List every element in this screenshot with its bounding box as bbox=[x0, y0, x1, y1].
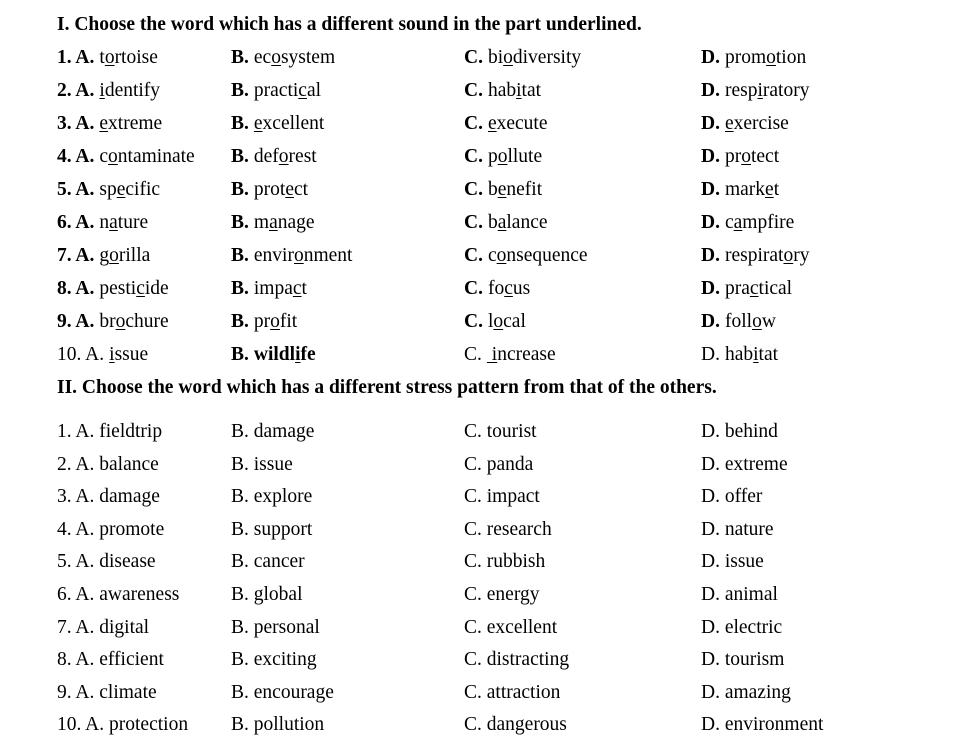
word-suffix: ratory bbox=[762, 80, 810, 101]
word-suffix: nage bbox=[277, 212, 315, 233]
word-prefix: b bbox=[487, 212, 498, 233]
word-prefix: mark bbox=[724, 179, 766, 200]
question-row bbox=[0, 110, 968, 138]
word-prefix: impa bbox=[253, 278, 293, 299]
option-word bbox=[725, 311, 776, 332]
word-suffix: chure bbox=[125, 311, 169, 332]
word-prefix: def bbox=[253, 146, 279, 167]
option-d[interactable] bbox=[701, 341, 778, 369]
word-suffix: llute bbox=[507, 146, 543, 167]
option-word bbox=[487, 344, 556, 365]
option-label: B. bbox=[231, 47, 249, 68]
underlined-letter: e bbox=[487, 113, 497, 134]
option-c[interactable]: C. dangerous bbox=[464, 714, 567, 736]
underlined-letter: e bbox=[765, 179, 774, 200]
word-suffix: t bbox=[773, 179, 780, 200]
option-word bbox=[488, 47, 581, 68]
option-a[interactable] bbox=[57, 341, 148, 369]
option-word bbox=[725, 344, 778, 365]
underlined-letter: c bbox=[749, 278, 759, 299]
underlined-letter: i bbox=[109, 344, 115, 365]
word-prefix: g bbox=[99, 245, 110, 266]
underlined-letter: o bbox=[271, 47, 281, 68]
word-prefix: pesti bbox=[99, 278, 137, 299]
option-b[interactable]: B. global bbox=[231, 584, 303, 605]
option-b[interactable] bbox=[231, 44, 335, 72]
question-row bbox=[0, 44, 968, 72]
option-b[interactable]: B. issue bbox=[231, 453, 293, 475]
word-prefix: n bbox=[99, 212, 110, 233]
option-c[interactable]: C. attraction bbox=[464, 681, 561, 703]
option-word bbox=[488, 80, 541, 101]
option-d[interactable]: D. amazing bbox=[701, 681, 791, 703]
option-c[interactable] bbox=[464, 308, 526, 336]
option-label: B. bbox=[231, 146, 249, 167]
option-a[interactable] bbox=[57, 143, 195, 171]
option-a[interactable]: 4. A. promote bbox=[57, 518, 165, 540]
option-a[interactable]: 10. A. protection bbox=[57, 714, 189, 736]
option-c[interactable] bbox=[464, 44, 581, 72]
word-suffix: xercise bbox=[733, 113, 789, 134]
question-row bbox=[0, 516, 968, 544]
word-suffix: t bbox=[301, 278, 307, 299]
option-label: B. bbox=[231, 80, 249, 101]
word-prefix: practi bbox=[253, 80, 299, 101]
word-prefix: t bbox=[99, 47, 105, 68]
option-d[interactable] bbox=[701, 176, 779, 204]
option-c[interactable]: C. excellent bbox=[464, 616, 558, 638]
option-a[interactable] bbox=[57, 44, 158, 72]
option-label: D. bbox=[701, 80, 720, 101]
option-word bbox=[254, 80, 321, 101]
underlined-letter: o bbox=[270, 311, 280, 332]
option-label: 5. A. bbox=[57, 179, 95, 200]
option-b[interactable] bbox=[231, 176, 308, 204]
option-b[interactable] bbox=[231, 209, 315, 237]
underlined-letter: o bbox=[293, 245, 304, 266]
question-row bbox=[0, 176, 968, 204]
underlined-letter: i bbox=[757, 80, 763, 101]
word-suffix: ct bbox=[293, 179, 309, 200]
word-suffix: ture bbox=[117, 212, 149, 233]
underlined-letter: e bbox=[497, 179, 507, 200]
option-c[interactable] bbox=[464, 176, 542, 204]
word-suffix: rilla bbox=[118, 245, 151, 266]
word-suffix: rest bbox=[288, 146, 317, 167]
option-word bbox=[109, 344, 148, 365]
option-b[interactable]: B. cancer bbox=[231, 551, 305, 573]
option-word bbox=[254, 245, 353, 266]
underlined-letter: o bbox=[741, 146, 751, 167]
underlined-letter: o bbox=[783, 245, 794, 266]
word-prefix: pr bbox=[253, 311, 271, 332]
underlined-letter: o bbox=[108, 146, 118, 167]
option-word bbox=[254, 212, 315, 233]
underlined-letter: o bbox=[278, 146, 289, 167]
option-word bbox=[725, 113, 789, 134]
option-word bbox=[488, 278, 530, 299]
option-label: D. bbox=[701, 245, 720, 266]
option-label: 9. A. bbox=[57, 311, 95, 332]
option-c[interactable]: C. distracting bbox=[464, 649, 570, 671]
option-a[interactable] bbox=[57, 242, 150, 270]
question-row bbox=[0, 209, 968, 237]
option-label: D. bbox=[701, 146, 720, 167]
option-d[interactable]: D. electric bbox=[701, 616, 783, 638]
option-label: B. bbox=[231, 344, 249, 365]
option-b[interactable]: B. damage bbox=[231, 421, 315, 442]
option-a[interactable]: 8. A. efficient bbox=[57, 649, 164, 671]
word-prefix: bi bbox=[487, 47, 504, 68]
option-d[interactable] bbox=[701, 44, 806, 72]
option-label: 8. A. bbox=[57, 278, 95, 299]
question-row bbox=[0, 548, 968, 576]
word-prefix: envir bbox=[253, 245, 294, 266]
option-label: C. bbox=[464, 311, 483, 332]
question-row bbox=[0, 341, 968, 369]
option-a[interactable] bbox=[57, 308, 169, 336]
option-c[interactable]: C. research bbox=[464, 518, 552, 540]
section1-heading: I. Choose the word which has a different sound in the part underlined. bbox=[57, 14, 642, 35]
option-label: D. bbox=[701, 179, 720, 200]
word-suffix: w bbox=[761, 311, 776, 332]
option-d[interactable] bbox=[701, 110, 789, 138]
option-word bbox=[488, 212, 548, 233]
option-a[interactable]: 6. A. awareness bbox=[57, 584, 180, 605]
option-label: C. bbox=[464, 344, 482, 365]
option-label: D. bbox=[701, 311, 720, 332]
word-suffix: tect bbox=[750, 146, 780, 167]
option-b[interactable]: B. exciting bbox=[231, 649, 317, 671]
option-word bbox=[254, 47, 335, 68]
option-label: D. bbox=[701, 47, 720, 68]
option-label: B. bbox=[231, 245, 249, 266]
option-label: 10. A. bbox=[57, 344, 105, 365]
word-suffix: dentify bbox=[104, 80, 161, 101]
option-label: 3. A. bbox=[57, 113, 95, 134]
option-label: C. bbox=[464, 113, 483, 134]
underlined-letter: o bbox=[109, 245, 119, 266]
option-a[interactable] bbox=[57, 77, 160, 105]
word-suffix: ssue bbox=[114, 344, 149, 365]
question-row bbox=[0, 242, 968, 270]
option-word bbox=[488, 113, 548, 134]
option-label: B. bbox=[231, 179, 249, 200]
word-prefix: hab bbox=[487, 80, 517, 101]
option-word bbox=[99, 47, 158, 68]
word-prefix: p bbox=[487, 146, 498, 167]
underlined-letter: o bbox=[752, 311, 762, 332]
option-b[interactable]: B. pollution bbox=[231, 714, 325, 736]
word-suffix: tat bbox=[758, 344, 779, 365]
option-a[interactable] bbox=[57, 110, 162, 138]
option-c[interactable] bbox=[464, 275, 530, 303]
option-d[interactable] bbox=[701, 308, 776, 336]
word-prefix: c bbox=[99, 146, 109, 167]
option-label: 6. A. bbox=[57, 212, 95, 233]
word-suffix: ncrease bbox=[497, 344, 556, 365]
option-label: C. bbox=[464, 47, 483, 68]
word-suffix: fit bbox=[279, 311, 298, 332]
underlined-letter: e bbox=[253, 113, 263, 134]
option-label: C. bbox=[464, 80, 483, 101]
option-d[interactable]: D. tourism bbox=[701, 649, 785, 671]
option-word bbox=[725, 278, 792, 299]
word-prefix: pr bbox=[724, 146, 742, 167]
word-prefix: ec bbox=[253, 47, 272, 68]
underlined-letter: o bbox=[115, 311, 126, 332]
word-prefix: resp bbox=[724, 80, 758, 101]
underlined-letter: i bbox=[516, 80, 522, 101]
option-label: B. bbox=[231, 278, 249, 299]
question-row bbox=[0, 679, 968, 707]
option-b[interactable]: B. personal bbox=[231, 616, 320, 638]
option-label: D. bbox=[701, 278, 720, 299]
option-c[interactable] bbox=[464, 341, 556, 369]
word-suffix: cal bbox=[503, 311, 526, 332]
word-prefix: foll bbox=[724, 311, 753, 332]
word-prefix: c bbox=[724, 212, 734, 233]
option-word bbox=[725, 245, 809, 266]
underlined-letter: o bbox=[493, 311, 504, 332]
word-suffix: tat bbox=[521, 80, 542, 101]
option-d[interactable]: D. environment bbox=[701, 714, 824, 736]
word-suffix: cific bbox=[125, 179, 161, 200]
word-suffix: xcellent bbox=[262, 113, 325, 134]
word-suffix: nefit bbox=[506, 179, 543, 200]
underlined-letter: o bbox=[496, 245, 507, 266]
question-row bbox=[0, 308, 968, 336]
underlined-letter: a bbox=[109, 212, 118, 233]
option-word bbox=[725, 47, 806, 68]
option-word bbox=[99, 80, 160, 101]
option-b[interactable] bbox=[231, 341, 316, 369]
underlined-letter: o bbox=[503, 47, 513, 68]
option-word bbox=[254, 113, 324, 134]
option-a[interactable]: 5. A. disease bbox=[57, 551, 156, 573]
word-suffix: diversity bbox=[512, 47, 582, 68]
option-label: B. bbox=[231, 113, 249, 134]
option-word bbox=[725, 212, 794, 233]
option-d[interactable]: D. nature bbox=[701, 518, 774, 540]
option-b[interactable] bbox=[231, 110, 324, 138]
option-word bbox=[99, 146, 194, 167]
word-suffix: xecute bbox=[496, 113, 548, 134]
option-b[interactable] bbox=[231, 275, 307, 303]
option-d[interactable] bbox=[701, 143, 779, 171]
option-c[interactable] bbox=[464, 143, 542, 171]
question-row bbox=[0, 451, 968, 479]
option-label: C. bbox=[464, 245, 483, 266]
option-b[interactable] bbox=[231, 143, 317, 171]
option-c[interactable]: C. rubbish bbox=[464, 551, 546, 573]
word-prefix: br bbox=[99, 311, 116, 332]
option-c[interactable] bbox=[464, 242, 588, 270]
option-word bbox=[725, 80, 809, 101]
option-a[interactable]: 1. A. fieldtrip bbox=[57, 421, 163, 442]
word-prefix: c bbox=[487, 245, 497, 266]
underlined-letter: a bbox=[269, 212, 278, 233]
word-suffix: mpfire bbox=[742, 212, 795, 233]
word-suffix: nsequence bbox=[506, 245, 588, 266]
option-a[interactable]: 7. A. digital bbox=[57, 616, 150, 638]
option-d[interactable] bbox=[701, 77, 809, 105]
option-d[interactable] bbox=[701, 275, 792, 303]
option-label: D. bbox=[701, 212, 720, 233]
option-c[interactable]: C. panda bbox=[464, 453, 534, 475]
option-word bbox=[99, 179, 160, 200]
option-label: 2. A. bbox=[57, 80, 95, 101]
option-word bbox=[254, 311, 297, 332]
option-word bbox=[99, 245, 150, 266]
option-b[interactable]: B. explore bbox=[231, 486, 313, 508]
question-row bbox=[0, 614, 968, 642]
option-word bbox=[99, 278, 168, 299]
word-suffix: ntaminate bbox=[117, 146, 195, 167]
option-b[interactable] bbox=[231, 308, 297, 336]
option-c[interactable]: C. energy bbox=[464, 584, 540, 605]
underlined-letter: o bbox=[766, 47, 776, 68]
option-label: 7. A. bbox=[57, 245, 95, 266]
underlined-letter: e bbox=[724, 113, 734, 134]
underlined-letter: e bbox=[116, 179, 126, 200]
option-word bbox=[488, 179, 542, 200]
word-prefix: prot bbox=[253, 179, 286, 200]
option-d[interactable]: D. animal bbox=[701, 584, 778, 605]
word-suffix: us bbox=[512, 278, 531, 299]
option-word bbox=[254, 278, 307, 299]
underlined-letter: c bbox=[136, 278, 145, 299]
underlined-letter: i bbox=[486, 344, 498, 365]
option-a[interactable] bbox=[57, 176, 160, 204]
word-prefix: respirat bbox=[724, 245, 784, 266]
underlined-letter: a bbox=[733, 212, 743, 233]
option-b[interactable] bbox=[231, 242, 352, 270]
underlined-letter: c bbox=[298, 80, 307, 101]
question-row bbox=[0, 418, 968, 446]
option-b[interactable] bbox=[231, 77, 321, 105]
word-suffix: nment bbox=[303, 245, 353, 266]
option-word bbox=[488, 146, 542, 167]
word-prefix: b bbox=[487, 179, 498, 200]
underlined-letter: i bbox=[99, 80, 105, 101]
underlined-letter: e bbox=[285, 179, 294, 200]
question-row bbox=[0, 483, 968, 511]
section2-heading: II. Choose the word which has a different stress pattern from that of the others. bbox=[57, 377, 717, 398]
question-row bbox=[0, 143, 968, 171]
word-suffix: tion bbox=[775, 47, 807, 68]
option-c[interactable] bbox=[464, 209, 548, 237]
underlined-letter: a bbox=[497, 212, 507, 233]
word-suffix: system bbox=[280, 47, 336, 68]
word-suffix: ry bbox=[793, 245, 810, 266]
word-suffix: lance bbox=[506, 212, 548, 233]
option-word bbox=[254, 179, 308, 200]
underlined-letter: i bbox=[753, 344, 759, 365]
word-prefix: l bbox=[487, 311, 494, 332]
option-label: C. bbox=[464, 179, 483, 200]
underlined-letter: i bbox=[295, 344, 301, 365]
option-c[interactable]: C. tourist bbox=[464, 421, 537, 442]
option-d[interactable]: D. offer bbox=[701, 486, 763, 508]
option-d[interactable] bbox=[701, 209, 794, 237]
word-prefix: wildl bbox=[253, 344, 296, 365]
option-c[interactable] bbox=[464, 110, 548, 138]
option-label: B. bbox=[231, 212, 249, 233]
question-row bbox=[0, 77, 968, 105]
underlined-letter: c bbox=[292, 278, 302, 299]
option-a[interactable] bbox=[57, 275, 169, 303]
option-label: 1. A. bbox=[57, 47, 95, 68]
question-row bbox=[0, 581, 968, 609]
option-label: C. bbox=[464, 146, 483, 167]
option-word bbox=[254, 146, 317, 167]
option-word bbox=[725, 146, 779, 167]
option-c[interactable] bbox=[464, 77, 541, 105]
underlined-letter: o bbox=[497, 146, 508, 167]
underlined-letter: o bbox=[104, 47, 115, 68]
question-row bbox=[0, 711, 968, 739]
option-b[interactable]: B. encourage bbox=[231, 681, 334, 703]
option-b[interactable]: B. support bbox=[231, 518, 313, 540]
word-prefix: prom bbox=[724, 47, 767, 68]
option-a[interactable]: 2. A. balance bbox=[57, 453, 159, 475]
option-label: B. bbox=[231, 311, 249, 332]
question-row bbox=[0, 275, 968, 303]
option-d[interactable] bbox=[701, 242, 809, 270]
word-suffix: ide bbox=[144, 278, 169, 299]
word-prefix: fo bbox=[487, 278, 505, 299]
question-row bbox=[0, 646, 968, 674]
option-label: D. bbox=[701, 344, 720, 365]
option-label: D. bbox=[701, 113, 720, 134]
word-suffix: rtoise bbox=[114, 47, 158, 68]
word-suffix: fe bbox=[300, 344, 316, 365]
option-a[interactable]: 9. A. climate bbox=[57, 681, 157, 703]
option-label: C. bbox=[464, 212, 483, 233]
option-word bbox=[99, 311, 168, 332]
word-suffix: xtreme bbox=[108, 113, 163, 134]
word-suffix: al bbox=[306, 80, 322, 101]
underlined-letter: e bbox=[99, 113, 109, 134]
word-prefix: m bbox=[253, 212, 270, 233]
option-label: C. bbox=[464, 278, 483, 299]
option-word bbox=[99, 212, 148, 233]
word-suffix: tical bbox=[758, 278, 793, 299]
option-word bbox=[725, 179, 779, 200]
option-word bbox=[488, 245, 588, 266]
option-a[interactable] bbox=[57, 209, 148, 237]
underlined-letter: c bbox=[504, 278, 513, 299]
word-prefix: sp bbox=[99, 179, 117, 200]
option-d[interactable]: D. issue bbox=[701, 551, 764, 573]
option-d[interactable]: D. extreme bbox=[701, 453, 788, 475]
option-a[interactable]: 3. A. damage bbox=[57, 486, 160, 508]
word-prefix: hab bbox=[724, 344, 754, 365]
word-prefix: pra bbox=[724, 278, 750, 299]
option-word bbox=[99, 113, 162, 134]
option-c[interactable]: C. impact bbox=[464, 486, 540, 508]
option-label: 4. A. bbox=[57, 146, 95, 167]
option-word bbox=[254, 344, 316, 365]
option-d[interactable]: D. behind bbox=[701, 421, 778, 442]
option-word bbox=[488, 311, 526, 332]
